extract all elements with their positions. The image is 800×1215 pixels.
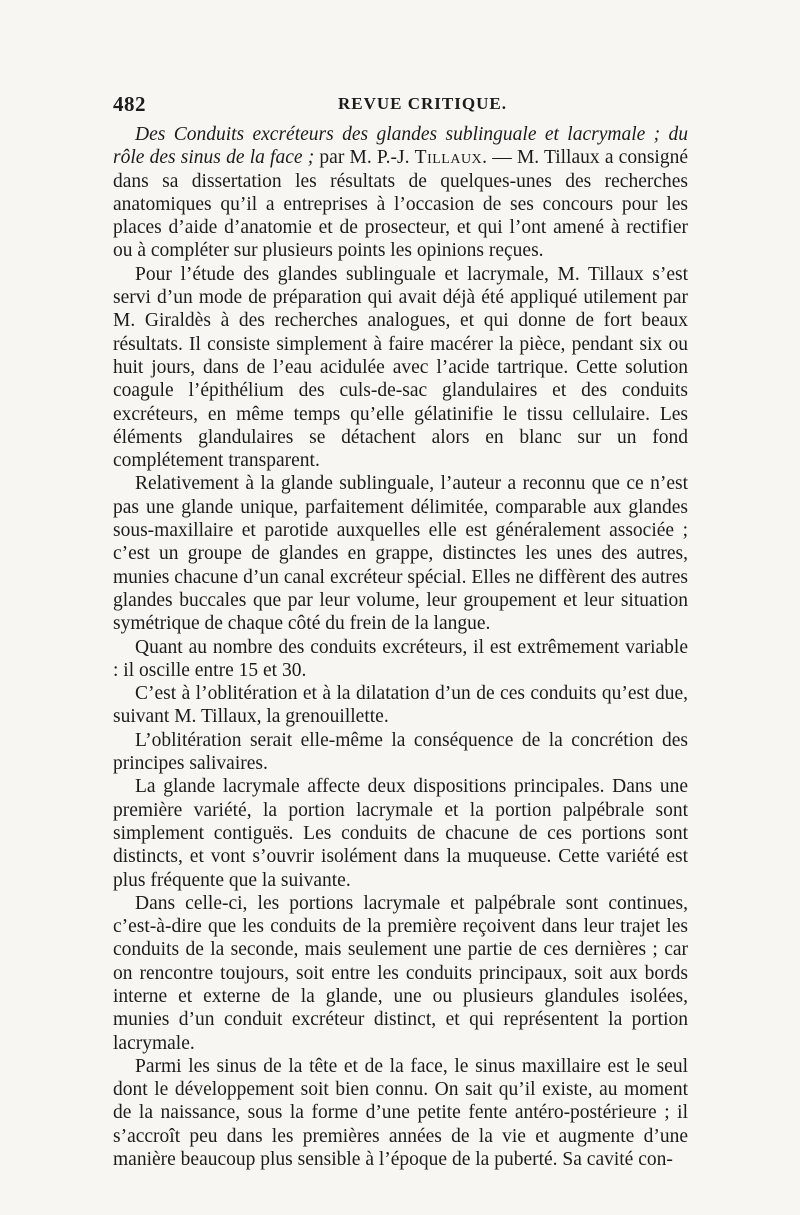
paragraph: Pour l’étude des glandes sublinguale et lacrymale, M. Tillaux s’est servi d’un mode de préparation qui avait déjà été appliqué utilement par M. Giraldès à des recherches analogues, et qui donne de fort beaux résultats. Il consiste simplement à faire macérer la pièce, pendant six ou huit jours, dans de l’eau acidulée avec l’acide tartrique. Cette solution coagule l’épithélium des culs-de-sac glandulaires et des conduits excréteurs, en même temps qu’elle gélatinifie le tissu cellulaire. Les éléments glandulaires se détachent alors en blanc sur un fond complétement transparent.	[113, 263, 688, 472]
entry-title: Des Conduits excréteurs des glandes sublinguale et lacrymale ; du rôle des sinus de la face ;	[113, 124, 688, 169]
page-number: 482	[113, 92, 146, 116]
article-body	[113, 123, 688, 1171]
running-title: REVUE CRITIQUE.	[338, 94, 507, 113]
paragraph: C’est à l’oblitération et à la dilatation d’un de ces conduits qu’est due, suivant M. Tillaux, la grenouillette.	[113, 683, 688, 728]
entry-text: . — M. Tillaux a consigné dans sa dissertation les résultats de quelques-unes des recherches anatomiques qu’il a entreprises à l’occasion de ses concours pour les places d’aide d’anatomie et de prosecteur, et qui l’ont amené à rectifier ou à compléter sur plusieurs points les opinions reçues.	[113, 147, 688, 262]
paragraph: Relativement à la glande sublinguale, l’auteur a reconnu que ce n’est pas une glande unique, parfaitement délimitée, comparable aux glandes sous-maxillaire et parotide auxquelles elle est généralement associée ; c’est un groupe de glandes en grappe, distinctes les unes des autres, munies chacune d’un canal excréteur spécial. Elles ne diffèrent des autres glandes buccales que par leur volume, leur groupement et leur situation symétrique de chaque côté du frein de la langue.	[113, 473, 688, 635]
entry-author: Tillaux	[414, 147, 483, 169]
paragraph: Quant au nombre des conduits excréteurs, il est extrêmement variable : il oscille entre 15 et 30.	[113, 636, 688, 681]
paragraph: L’oblitération serait elle-même la conséquence de la concrétion des principes salivaires.	[113, 729, 688, 775]
paragraph: Dans celle-ci, les portions lacrymale et palpébrale sont continues, c’est-à-dire que les conduits de la première reçoivent dans leur trajet les conduits de la seconde, mais seulement une partie de ces dernières ; car on rencontre toujours, soit entre les conduits principaux, soit aux bords interne et externe de la glande, une ou plusieurs glandules isolées, munies d’un conduit excréteur distinct, et qui représentent la portion lacrymale.	[113, 892, 688, 1054]
page-header	[113, 92, 690, 116]
entry-by: par M. P.-J.	[314, 147, 415, 169]
paragraph: Parmi les sinus de la tête et de la face, le sinus maxillaire est le seul dont le développement soit bien connu. On sait qu’il existe, au moment de la naissance, sous la forme d’une petite fente antéro-postérieure ; il s’accroît peu dans les premières années de la vie et augmente d’une manière beaucoup plus sensible à l’époque de la puberté. Sa cavité con-	[113, 1055, 688, 1171]
paragraph: La glande lacrymale affecte deux dispositions principales. Dans une première variété, la portion lacrymale et la portion palpébrale sont simplement contiguës. Les conduits de chacune de ces portions sont distincts, et vont s’ouvrir isolément dans la muqueuse. Cette variété est plus fréquente que la suivante.	[113, 776, 688, 891]
entry-paragraph	[113, 123, 688, 263]
